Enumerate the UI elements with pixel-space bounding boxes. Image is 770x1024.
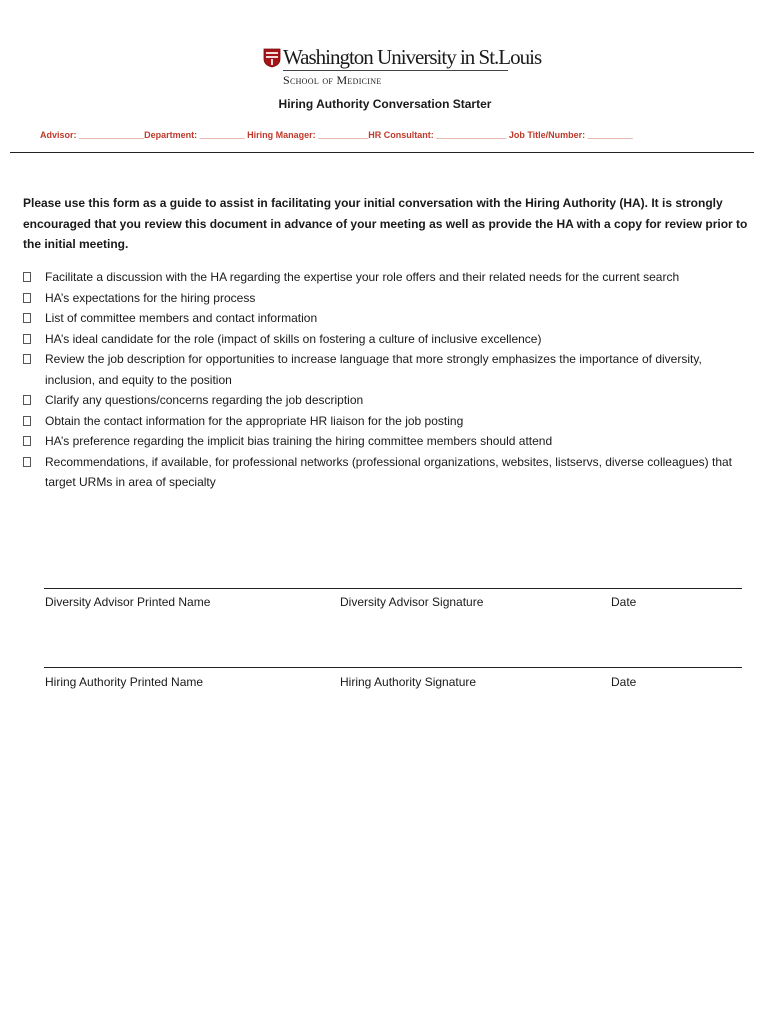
intro-paragraph: Please use this form as a guide to assist in facilitating your initial conversation with the Hiring Authority (HA). It is strongly encouraged that you review this document in advance of your meeting as well as provide the HA with a copy for review prior to the initial meeting. <box>23 196 748 251</box>
checklist-item <box>23 411 753 432</box>
conversation-checklist <box>23 267 753 493</box>
checkbox[interactable] <box>23 313 31 323</box>
checklist-item-label: HA’s ideal candidate for the role (impact of skills on fostering a culture of inclusive excellence) <box>45 331 542 346</box>
checkbox[interactable] <box>23 436 31 446</box>
checklist-item <box>23 390 753 411</box>
checklist-item <box>23 329 753 350</box>
ha-date-label: Date <box>611 675 637 689</box>
checkbox[interactable] <box>23 416 31 426</box>
checklist-item <box>23 308 753 329</box>
checklist-item <box>23 452 753 493</box>
form-title: Hiring Authority Conversation Starter <box>278 97 492 111</box>
advisor-date-label: Date <box>611 595 637 609</box>
checklist-item <box>23 288 753 309</box>
department-field[interactable]: Department: _________ <box>144 130 245 140</box>
logo-divider <box>283 70 508 71</box>
checklist-item-label: Clarify any questions/concerns regarding the job description <box>45 393 364 407</box>
checkbox[interactable] <box>23 457 31 467</box>
ha-signature-label: Hiring Authority Signature <box>340 675 477 689</box>
checklist-item-label: Review the job description for opportunities to increase language that more strongly emphasizes the importance of diversity, inclusion, and equity to the position <box>45 352 702 387</box>
checkbox[interactable] <box>23 272 31 282</box>
checkbox[interactable] <box>23 395 31 405</box>
logo-university-name: Washington University in St.Louis <box>283 45 542 69</box>
advisor-field[interactable]: Advisor: _____________ <box>40 130 145 140</box>
job-title-field[interactable]: Job Title/Number: _________ <box>508 130 633 140</box>
checklist-item-label: Facilitate a discussion with the HA regarding the expertise your role offers and their related needs for the current search <box>45 270 680 284</box>
checklist-item-label: List of committee members and contact information <box>45 311 318 325</box>
university-logo <box>263 45 542 88</box>
ha-signature-line[interactable] <box>44 667 742 668</box>
checklist-item <box>23 431 753 452</box>
hiring-manager-field[interactable]: Hiring Manager: __________ <box>247 130 369 140</box>
university-shield-icon <box>263 48 281 68</box>
checkbox[interactable] <box>23 293 31 303</box>
header-divider <box>10 152 754 153</box>
checkbox[interactable] <box>23 354 31 364</box>
logo-school-name: School of Medicine <box>283 73 382 87</box>
form-fields-row <box>40 130 633 140</box>
advisor-printed-name-label: Diversity Advisor Printed Name <box>45 595 211 609</box>
hr-consultant-field[interactable]: HR Consultant: ______________ <box>368 130 507 140</box>
checklist-item-label: HA’s expectations for the hiring process <box>45 290 256 305</box>
checklist-item-label: Obtain the contact information for the appropriate HR liaison for the job posting <box>45 413 464 428</box>
advisor-signature-label: Diversity Advisor Signature <box>340 595 484 609</box>
advisor-signature-line[interactable] <box>44 588 742 589</box>
checklist-item-label: HA’s preference regarding the implicit bias training the hiring committee members should attend <box>45 434 553 448</box>
ha-printed-name-label: Hiring Authority Printed Name <box>45 675 204 689</box>
checklist-item-label: Recommendations, if available, for professional networks (professional organizations, websites, listservs, diverse colleagues) that target URMs in area of specialty <box>45 454 732 489</box>
checklist-item <box>23 349 753 390</box>
checklist-item <box>23 267 753 288</box>
checkbox[interactable] <box>23 334 31 344</box>
